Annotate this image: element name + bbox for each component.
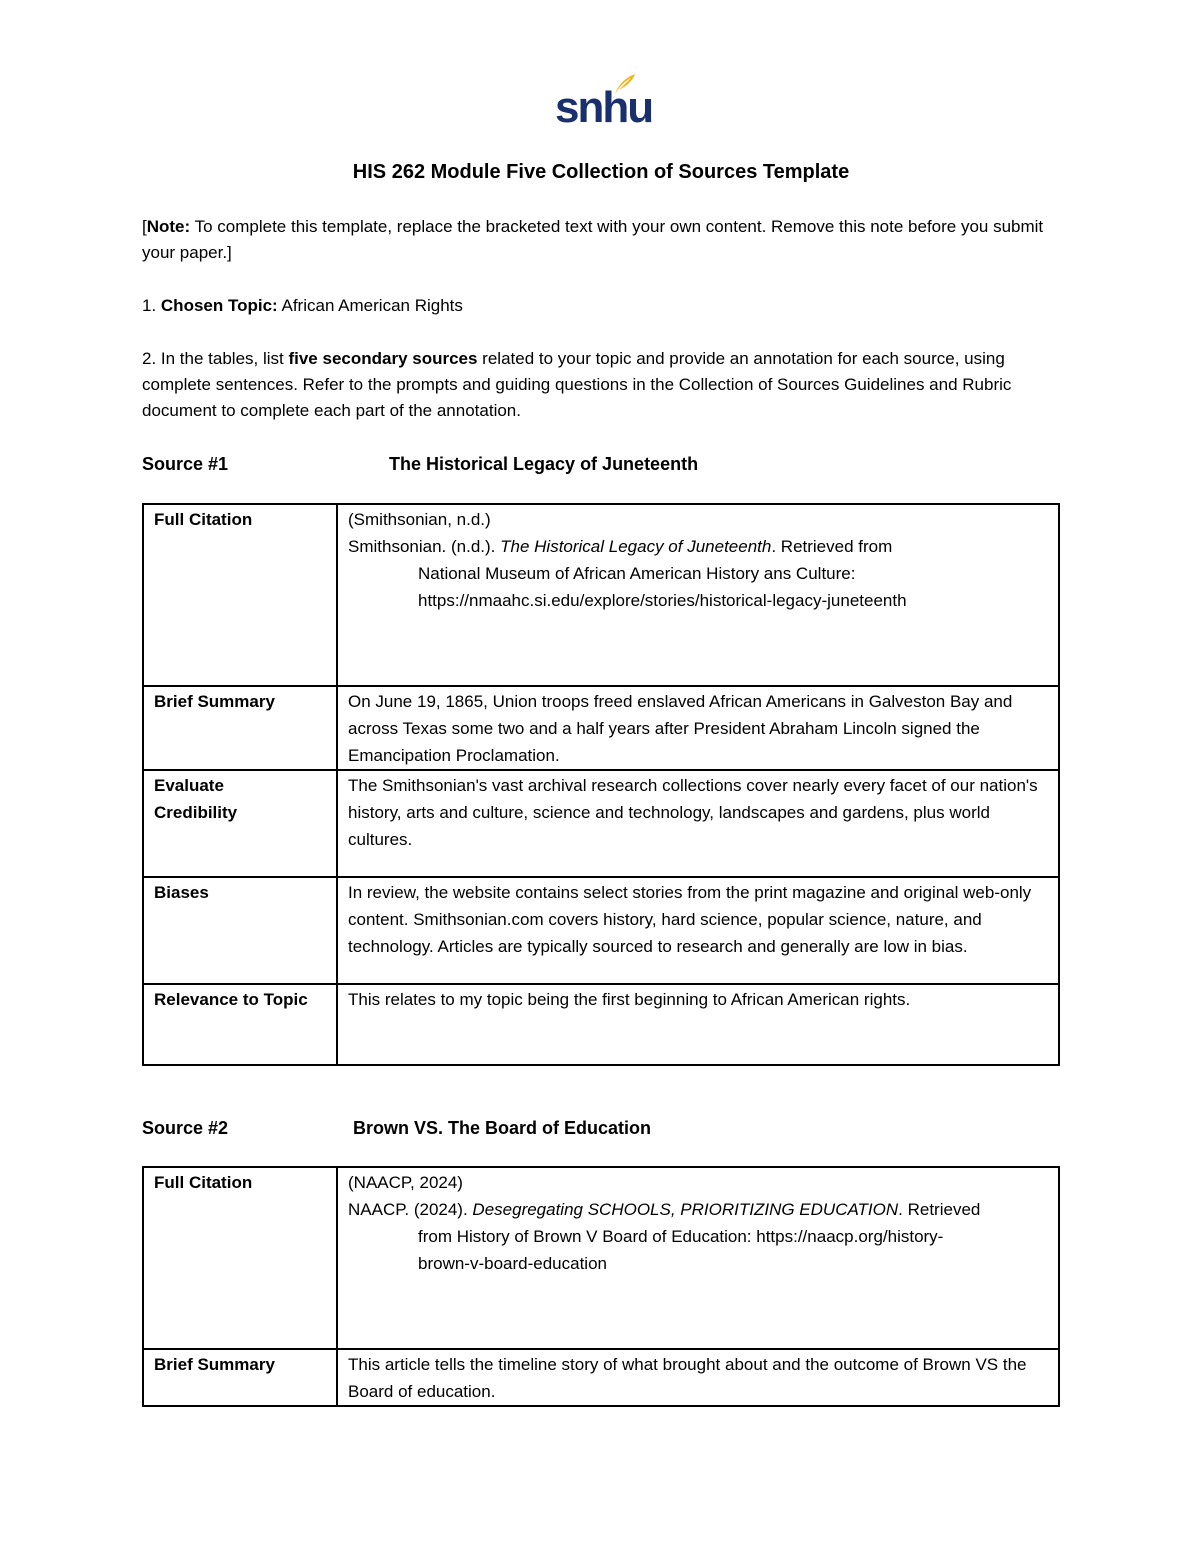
topic-number: 1. — [142, 296, 161, 315]
citation-title: Desegregating SCHOOLS, PRIORITIZING EDUCATION — [472, 1200, 899, 1219]
instructions-lead: 2. In the tables, list — [142, 349, 289, 368]
biases-cell: In review, the website contains select stories from the print magazine and original web-only content. Smithsonian.com covers history, hard science, popular science, nature, and technology. Articles are typically sourced to research and generally are low in bias. — [337, 877, 1059, 984]
source-2-table — [142, 1166, 1060, 1407]
relevance-cell: This relates to my topic being the first beginning to African American rights. — [337, 984, 1059, 1065]
chosen-topic — [142, 293, 1060, 319]
source-2-number: Source #2 — [142, 1118, 229, 1138]
source-1-number: Source #1 — [142, 454, 229, 474]
note-text: To complete this template, replace the bracketed text with your own content. Remove this note before you submit your paper.] — [142, 217, 1044, 262]
snhu-logo — [555, 72, 653, 132]
source-1-table — [142, 503, 1060, 1066]
citation-url: https://nmaahc.si.edu/explore/stories/historical-legacy-juneteenth — [418, 591, 907, 610]
citation-intext: (Smithsonian, n.d.) — [348, 510, 491, 529]
table-row — [143, 984, 1059, 1065]
source-2-name: Brown VS. The Board of Education — [353, 1118, 652, 1138]
citation-after-title: . Retrieved from — [771, 537, 893, 556]
table-row — [143, 1349, 1059, 1406]
citation-intext: (NAACP, 2024) — [348, 1173, 463, 1192]
note-label: Note: — [146, 217, 191, 236]
logo-text: snhu — [555, 83, 653, 132]
note-bracket: [ — [142, 217, 147, 236]
instructions — [142, 346, 1042, 424]
instructions-bold: five secondary sources — [288, 349, 478, 368]
topic-value: African American Rights — [277, 296, 463, 315]
row-label: Full Citation — [143, 1167, 337, 1349]
topic-label: Chosen Topic: — [160, 296, 278, 315]
citation-after-title: . Retrieved — [898, 1200, 981, 1219]
table-row — [143, 686, 1059, 770]
table-row — [143, 1167, 1059, 1349]
summary-cell: This article tells the timeline story of what brought about and the outcome of Brown VS the Board of education. — [337, 1349, 1059, 1406]
citation-cell — [337, 504, 1059, 686]
row-label: Brief Summary — [143, 1349, 337, 1406]
citation-reference — [348, 533, 1048, 560]
citation-author: NAACP. (2024). — [348, 1200, 473, 1219]
source-1-name: The Historical Legacy of Juneteenth — [389, 454, 699, 474]
row-label: Brief Summary — [143, 686, 337, 770]
table-row — [143, 877, 1059, 984]
instructions-rest: related to your topic and provide an annotation for each source, using complete sentences. Refer to the prompts and guiding questions in the Collection of Sources Guidelines and Rubric document to complete each part of the annotation. — [142, 349, 1012, 420]
citation-reference — [348, 1196, 1048, 1223]
credibility-cell: The Smithsonian's vast archival research collections cover nearly every facet of our nation's history, arts and culture, science and technology, landscapes and gardens, plus world cultures. — [337, 770, 1059, 877]
template-note — [142, 214, 1060, 266]
row-label: Relevance to Topic — [143, 984, 337, 1065]
citation-url: brown-v-board-education — [418, 1254, 607, 1273]
citation-title: The Historical Legacy of Juneteenth — [500, 537, 772, 556]
row-label: Full Citation — [143, 504, 337, 686]
page-title: HIS 262 Module Five Collection of Sources Template — [352, 161, 850, 183]
citation-line: National Museum of African American History ans Culture: — [418, 564, 856, 583]
table-row — [143, 770, 1059, 877]
citation-cell — [337, 1167, 1059, 1349]
summary-cell: On June 19, 1865, Union troops freed enslaved African Americans in Galveston Bay and across Texas some two and a half years after President Abraham Lincoln signed the Emancipation Proclamation. — [337, 686, 1059, 770]
citation-line: from History of Brown V Board of Education: https://naacp.org/history- — [418, 1227, 944, 1246]
row-label: Evaluate Credibility — [143, 770, 337, 877]
row-label: Biases — [143, 877, 337, 984]
table-row — [143, 504, 1059, 686]
citation-author: Smithsonian. (n.d.). — [348, 537, 501, 556]
